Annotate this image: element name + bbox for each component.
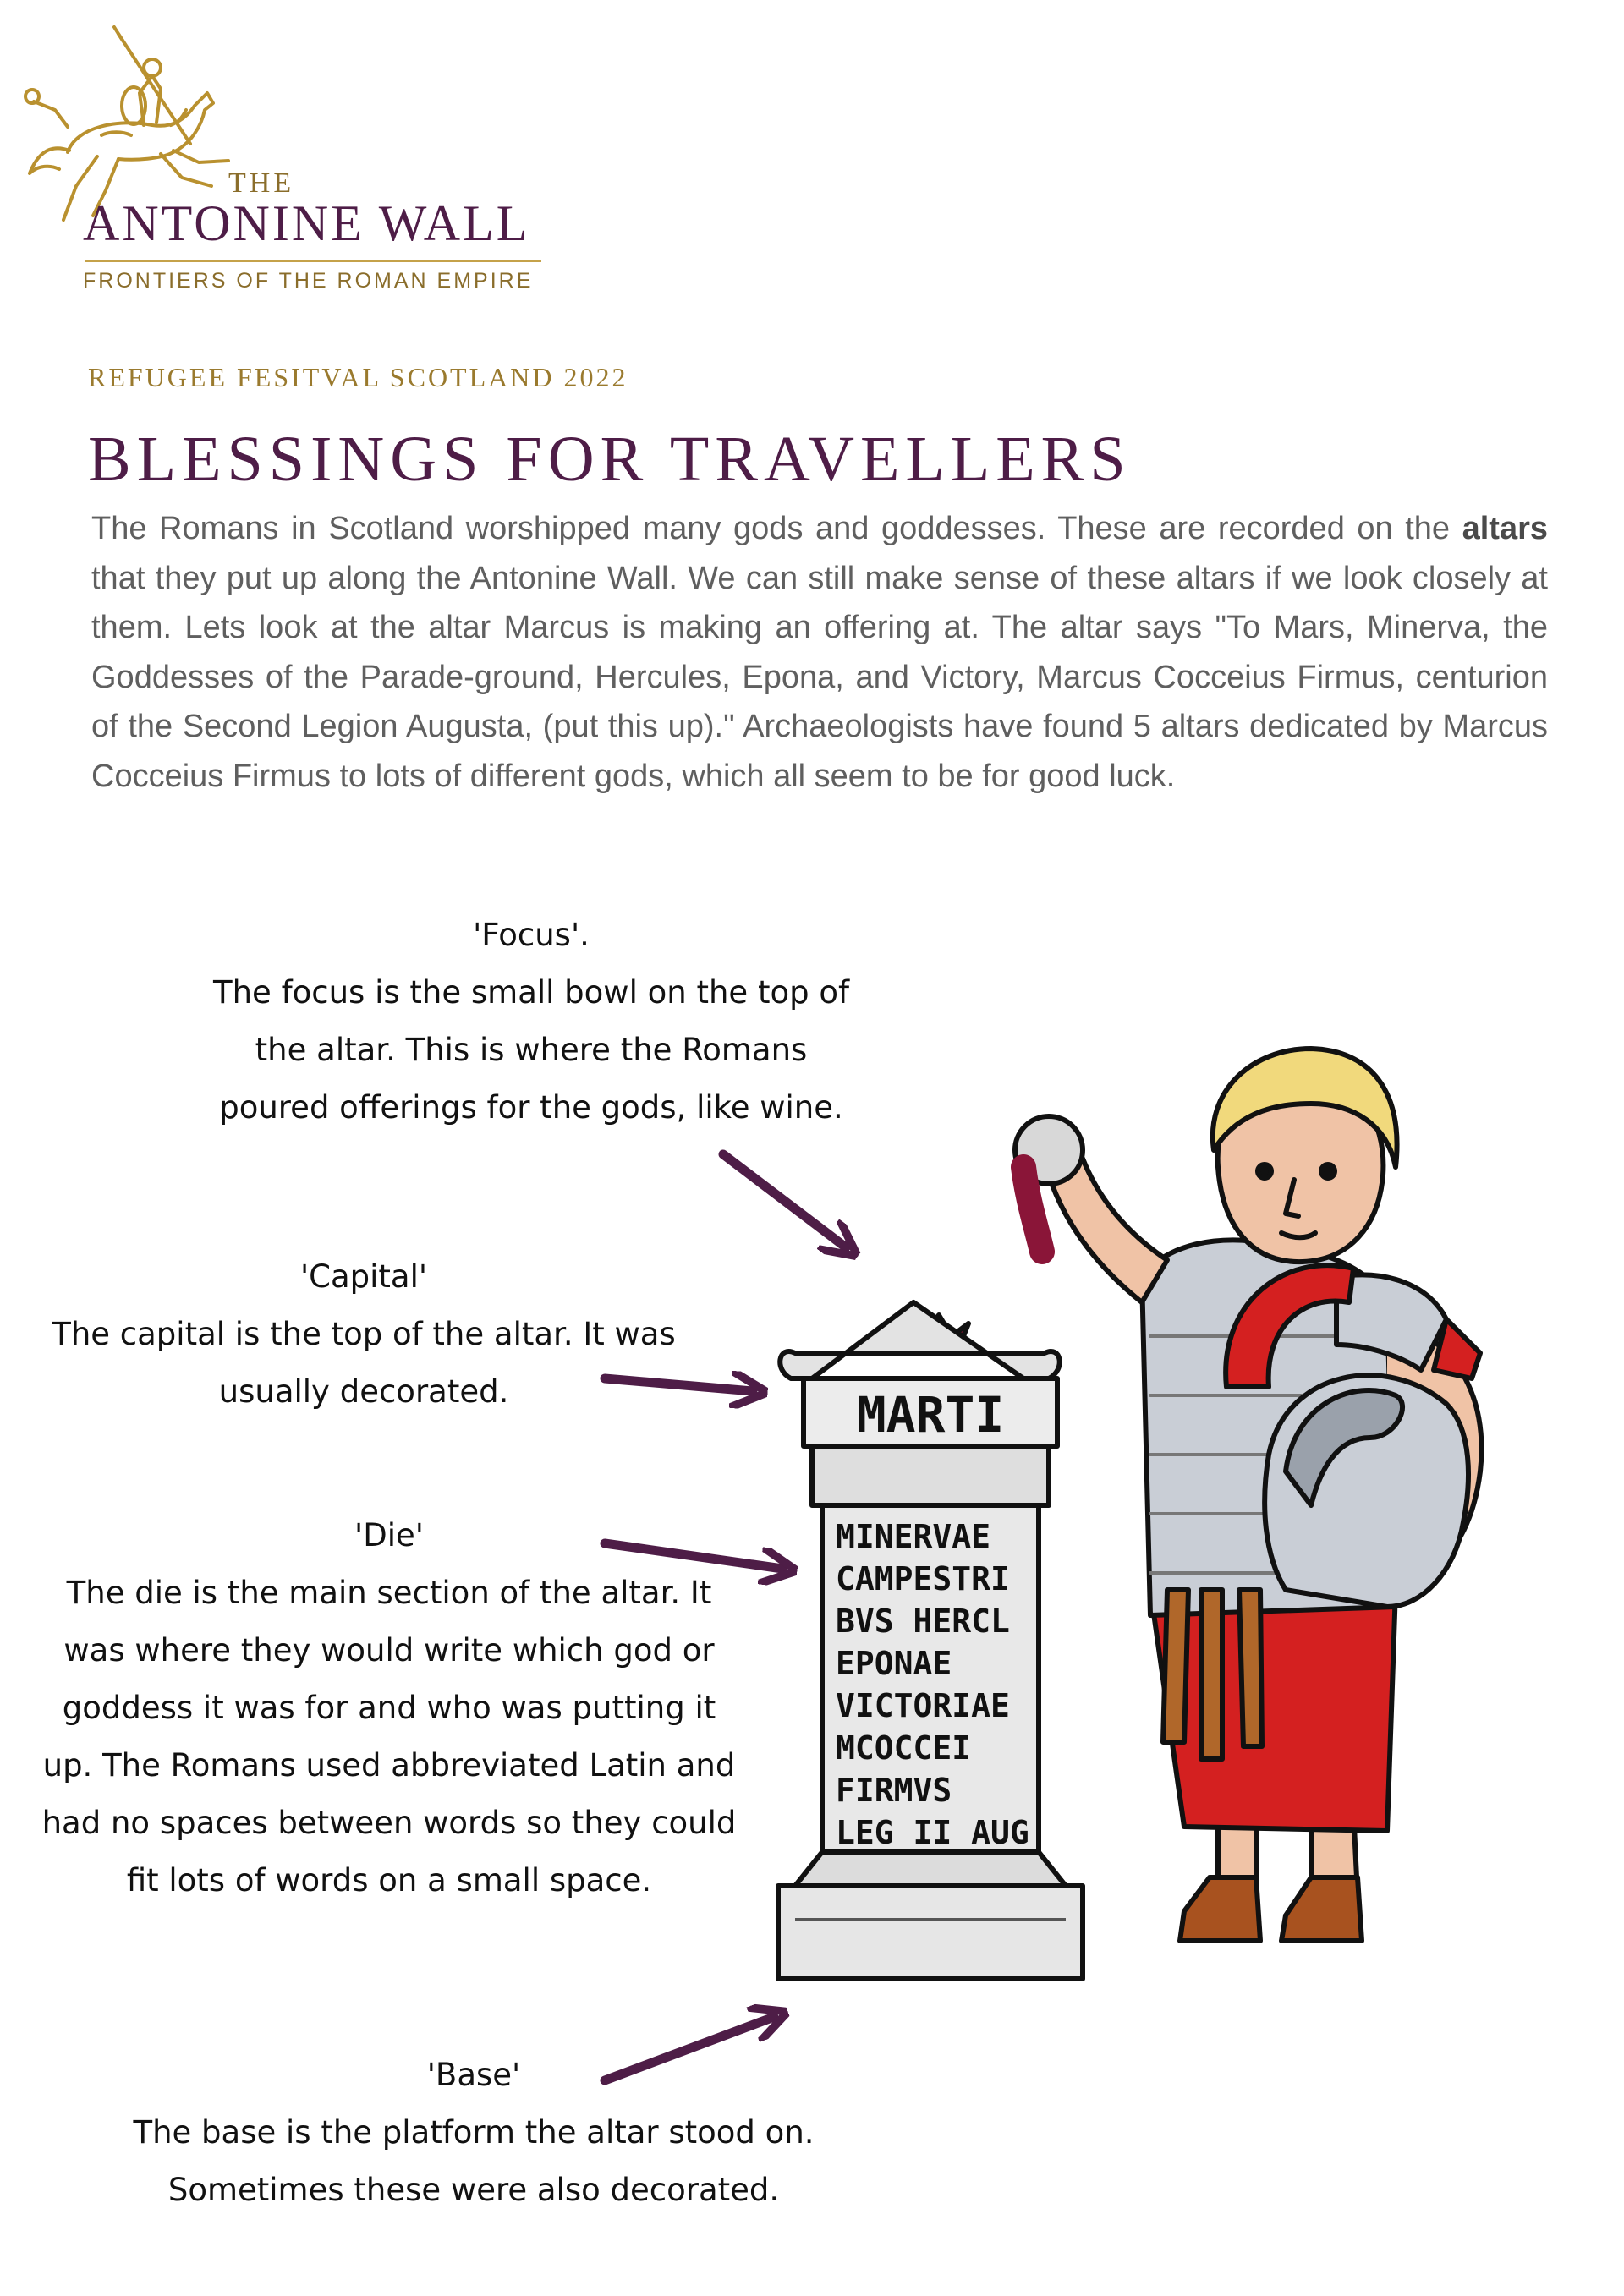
focus-heading: 'Focus'. <box>473 917 590 953</box>
intro-bold-term: altars <box>1462 511 1548 546</box>
festival-label: REFUGEE FESITVAL SCOTLAND 2022 <box>88 362 628 392</box>
logo-the: THE <box>228 167 295 199</box>
base-arrow <box>605 2017 774 2080</box>
intro-text-rest: that they put up along the Antonine Wall. We can still make sense of these altars if we look closely at them. Lets look at the altar Marcus is making an offering at. The altar says "To Mars, Minerva, the Goddesses of the Parade-ground, Hercules, Epona, and Victory, Marcus Cocceius Firmus, centurion of the Second Legion Augusta, (put this up)." Archaeologists have found 5 altars dedicated by Marcus Cocceius Firmus to lots of different gods, which all seem to be for good luck. <box>91 560 1548 794</box>
inscription-line: VICTORIAE <box>836 1687 1010 1724</box>
intro-text-start: The Romans in Scotland worshipped many gods and goddesses. These are recorded on the <box>91 511 1462 546</box>
logo-name: ANTONINE WALL <box>83 195 530 251</box>
altar-capital-text: MARTI <box>856 1386 1005 1444</box>
logo-tagline: FRONTIERS OF THE ROMAN EMPIRE <box>83 269 534 293</box>
base-heading: 'Base' <box>426 2057 521 2093</box>
inscription-line: LEG II AUG <box>836 1814 1029 1851</box>
inscription-line: BVS HERCL <box>836 1603 1010 1640</box>
capital-heading: 'Capital' <box>299 1258 428 1295</box>
capital-arrow <box>605 1378 753 1391</box>
inscription-line: CAMPESTRI <box>836 1560 1010 1597</box>
focus-text: The focus is the small bowl on the top of the altar. This is where the Romans poured offerings for the gods, like wine. <box>213 974 849 1126</box>
capital-text: The capital is the top of the altar. It was usually decorated. <box>52 1316 676 1410</box>
die-text: The die is the main section of the altar. It was where they would write which god or goddess it was for and who was putting it up. The Romans used abbreviated Latin and had no spaces between words so they could fit lots of words on a small space. <box>41 1575 737 1899</box>
inscription-line: EPONAE <box>836 1645 952 1682</box>
inscription-line: MINERVAE <box>836 1518 991 1555</box>
die-arrow <box>605 1543 782 1569</box>
page-title: BLESSINGS FOR TRAVELLERS <box>88 424 1132 495</box>
inscription-line: MCOCCEI <box>836 1729 972 1767</box>
base-text: The base is the platform the altar stood on. Sometimes these were also decorated. <box>133 2114 815 2208</box>
die-heading: 'Die' <box>354 1517 424 1553</box>
inscription-line: FIRMVS <box>836 1772 952 1809</box>
focus-arrow <box>723 1154 846 1247</box>
